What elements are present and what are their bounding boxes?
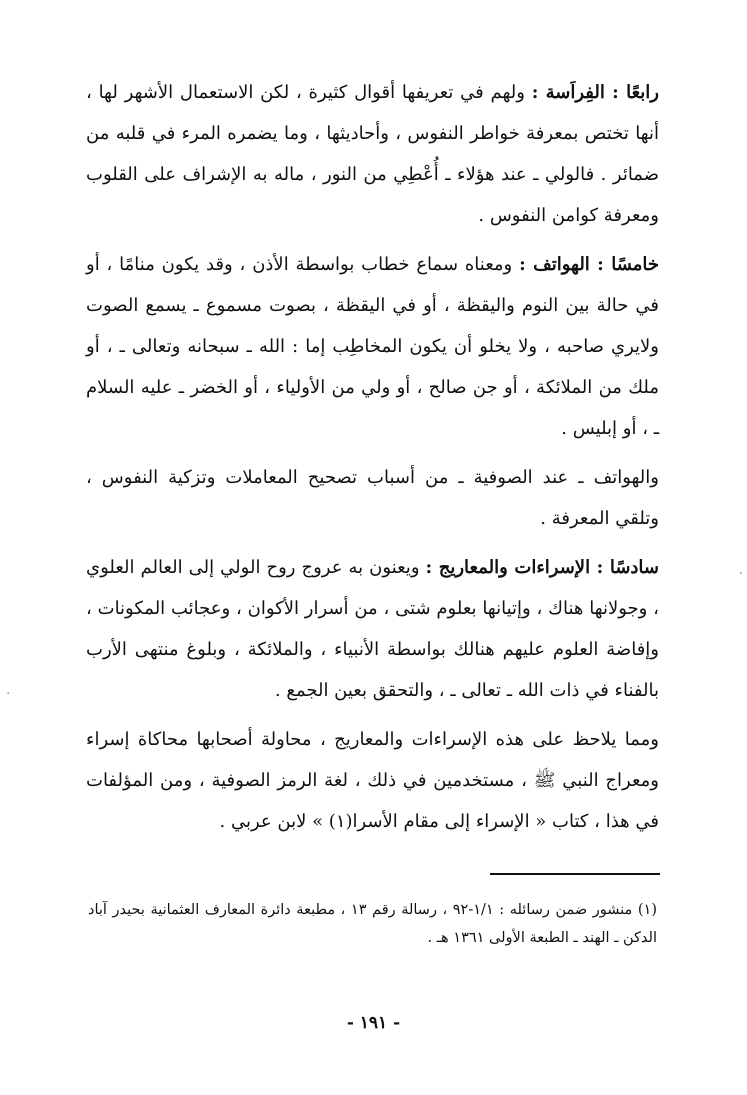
paragraph-firasa	[86, 72, 659, 236]
heading-firasa: رابعًا : الفِراَسة :	[531, 82, 660, 103]
right-edge-mark: ·	[738, 566, 743, 582]
page-number: - ١٩١ -	[346, 1013, 401, 1033]
paragraph-hawatif-note-text: والهواتف ـ عند الصوفية ـ من أسباب تصحيح المعاملات وتزكية النفوس ، وتلقي المعرفة .	[86, 467, 659, 529]
paragraph-firasa-text: ولهم في تعريفها أقوال كثيرة ، لكن الاستعمال الأشهر لها ، أنها تختص بمعرفة خواطر النفوس ، وأحاديثها ، وما يضمره المرء في قلبه من ضمائر . فالولي ـ عند هؤلاء ـ أُعْطِي من النور ، ماله به الإشراف على القلوب ومعرفة كوامن النفوس .	[86, 82, 659, 226]
paragraph-israat	[86, 547, 659, 711]
paragraph-hawatif-text: ومعناه سماع خطاب بواسطة الأذن ، وقد يكون منامًا ، أو في حالة بين النوم واليقظة ، أو في اليقظة ، بصوت مسموع ـ يسمع الصوت ولايري صاحبه ، ولا يخلو أن يكون المخاطِب إما : الله ـ سبحانه وتعالى ـ ، أو ملك من الملائكة ، أو جن صالح ، أو ولي من الأولياء ، أو الخضر ـ عليه السلام ـ ، أو إبليس .	[86, 254, 659, 439]
heading-hawatif: خامسًا : الهواتف :	[519, 254, 659, 275]
footnote: (١) منشور ضمن رسائله : ١/١-٩٢ ، رسالة رقم ١٣ ، مطبعة دائرة المعارف العثمانية بحيدر آباد الدكن ـ الهند ـ الطبعة الأولى ١٣٦١ هـ .	[88, 902, 657, 946]
paragraph-israat-note	[86, 719, 659, 842]
heading-israat: سادسًا : الإسراءات والمعاريج :	[425, 557, 659, 578]
paragraph-hawatif	[86, 244, 659, 449]
paragraph-israat-note-text: ومما يلاحظ على هذه الإسراءات والمعاريج ، محاولة أصحابها محاكاة إسراء ومعراج النبي ﷺ ، مستخدمين في ذلك ، لغة الرمز الصوفية ، ومن المؤلفات في هذا ، كتاب « الإسراء إلى مقام الأسرا(١) » لابن عربي .	[86, 729, 659, 832]
paragraph-hawatif-note	[86, 457, 659, 539]
main-text	[86, 72, 659, 842]
paragraph-israat-text: ويعنون به عروج روح الولي إلى العالم العلوي ، وجولانها هناك ، وإتيانها بعلوم شتى ، من أسرار الأكوان ، وعجائب المكونات ، وإفاضة العلوم عليهم هنالك بواسطة الأنبياء ، والملائكة ، وبلوغ منتهى الأرب بالفناء في ذات الله ـ تعالى ـ ، والتحقق بعين الجمع .	[86, 557, 659, 701]
footnote-divider	[490, 873, 660, 875]
left-edge-mark: ·	[6, 686, 11, 702]
